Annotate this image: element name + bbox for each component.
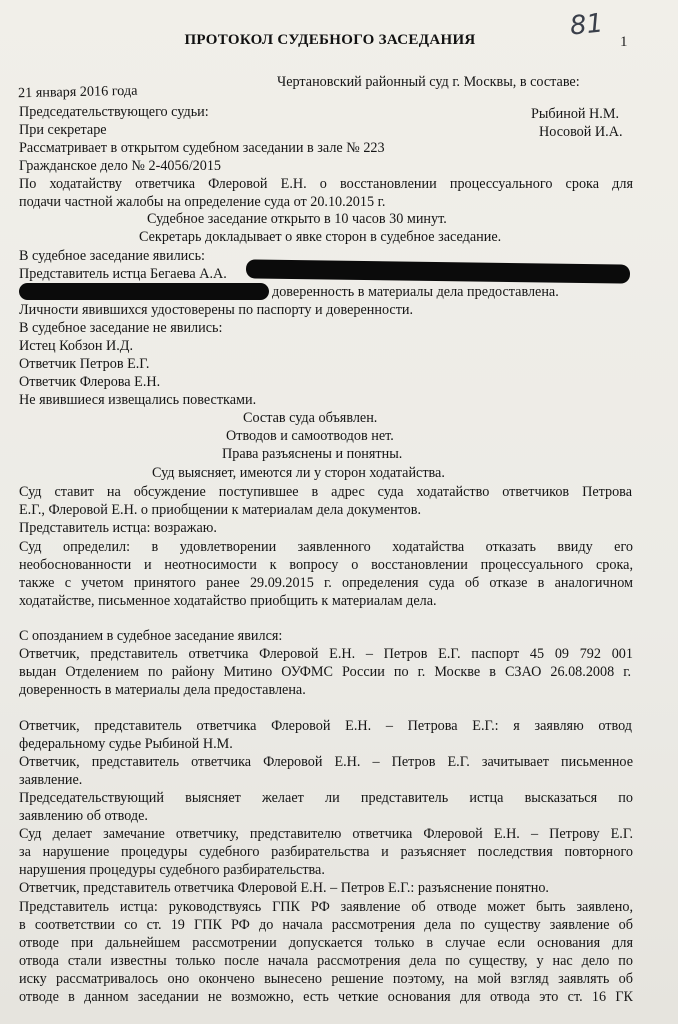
handwritten-page-number: 81 [568,8,605,42]
late-line-2: Ответчик, представитель ответчика Флеровой Е.Н. – Петров Е.Г. паспорт 45 09 792 001 [19,646,633,662]
document-title: ПРОТОКОЛ СУДЕБНОГО ЗАСЕДАНИЯ [184,32,476,48]
rep-line-3: отводе при дальнейшем рассмотрении допускается только в случае если основания для [19,935,633,951]
center-statement: Права разъяснены и понятны. [222,446,403,462]
remark-line-2: за нарушение процедуры судебного разбирательства и разъясняет последствия повторного [19,844,633,860]
understood-line: Ответчик, представитель ответчика Флеровой Е.Н. – Петров Е.Г.: разъяснение понятно. [19,880,549,896]
presiding-label: Председательствующего судьи: [19,104,209,120]
rep-line-1: Представитель истца: руководствуясь ГПК РФ заявление об отводе может быть заявлено, [19,899,633,915]
motion-line-2: подачи частной жалобы на определение суда от 20.10.2015 г. [19,194,386,210]
ruling-line-3: также с учетом принятого ранее 29.09.2015 г. определения суда об отказе в аналогичном [19,575,633,591]
rep-line-5: иску рассматривалось оно окончено вынесено решение поэтому, на мой взгляд заявлять об [19,971,633,987]
absent-party: Ответчик Петров Е.Г. [19,356,150,372]
court-puts-line-1: Суд ставит на обсуждение поступившее в адрес суда ходатайство ответчиков Петрова [19,484,632,500]
identities-verified: Личности явившихся удостоверены по паспорту и доверенности. [19,302,414,318]
plaintiff-objects: Представитель истца: возражаю. [19,520,217,536]
session-opened: Судебное заседание открыто в 10 часов 30 минут. [147,211,447,227]
hall-line: Рассматривает в открытом судебном заседании в зале № 223 [19,140,385,156]
not-appeared-heading: В судебное заседание не явились: [19,320,223,336]
ruling-line-2: необоснованности и неотносимости к вопросу о восстановлении процессуального срока, [19,557,633,573]
secretary-label: При секретаре [19,122,107,138]
motion-line-1: По ходатайству ответчика Флеровой Е.Н. о восстановлении процессуального срока для [19,176,633,192]
presiding-asks-line-2: заявлению об отводе. [19,808,148,824]
recusal-line-2: федеральному судье Рыбиной Н.М. [19,736,233,752]
rep-line-6: отводе в данном заседании не возможно, есть четкие основания для отвода это ст. 16 ГК [19,989,633,1005]
ruling-line-1: Суд определил: в удовлетворении заявленного ходатайства отказать ввиду его [19,539,633,555]
remark-line-3: нарушения процедуры судебного разбирательства. [19,862,325,878]
center-statement: Суд выясняет, имеются ли у сторон ходатайства. [152,465,445,481]
absent-party: Ответчик Флерова Е.Н. [19,374,161,390]
rep-line-4: отвода стали известны только после начала рассмотрения дела по существу, у нас дело по [19,953,633,969]
poa-provided: доверенность в материалы дела предоставлена. [272,284,559,300]
rep-line-2: в соответствии со ст. 19 ГПК РФ до начала рассмотрения дела по существу заявление об [19,917,633,933]
center-statement: Состав суда объявлен. [243,410,378,426]
appeared-heading: В судебное заседание явились: [19,248,205,264]
presiding-name: Рыбиной Н.М. [531,106,620,122]
remark-line-1: Суд делает замечание ответчику, представителю ответчика Флеровой Е.Н. – Петрову Е.Г. [19,826,633,842]
plaintiff-representative: Представитель истца Бегаева А.А. [19,266,227,282]
notified-line: Не явившиеся извещались повестками. [19,392,257,408]
center-statement: Отводов и самоотводов нет. [226,428,394,444]
redaction-mark [19,283,269,300]
absent-party: Истец Кобзон И.Д. [19,338,134,354]
redaction-mark [246,259,630,283]
court-name: Чертановский районный суд г. Москвы, в составе: [277,74,580,90]
reads-line-1: Ответчик, представитель ответчика Флеровой Е.Н. – Петров Е.Г. зачитывает письменное [19,754,633,770]
page-number: 1 [620,34,628,50]
session-date: 21 января 2016 года [17,82,138,102]
secretary-name: Носовой И.А. [539,124,623,140]
late-heading: С опозданием в судебное заседание явился: [19,628,283,644]
ruling-line-4: ходатайстве, письменное ходатайство приобщить к материалам дела. [19,593,437,609]
late-line-3: выдан Отделением по району Митино ОУФМС России по г. Москве в СЗАО 26.08.2008 г. [19,664,631,680]
case-number: Гражданское дело № 2-4056/2015 [19,158,222,174]
recusal-line-1: Ответчик, представитель ответчика Флеровой Е.Н. – Петрова Е.Г.: я заявляю отвод [19,718,632,734]
court-puts-line-2: Е.Г., Флеровой Е.Н. о приобщении к материалам дела документов. [19,502,422,518]
reads-line-2: заявление. [19,772,83,788]
secretary-report: Секретарь докладывает о явке сторон в судебное заседание. [139,229,502,245]
late-line-4: доверенность в материалы дела предоставлена. [19,682,306,698]
presiding-asks-line-1: Председательствующий выясняет желает ли представитель истца высказаться по [19,790,633,806]
